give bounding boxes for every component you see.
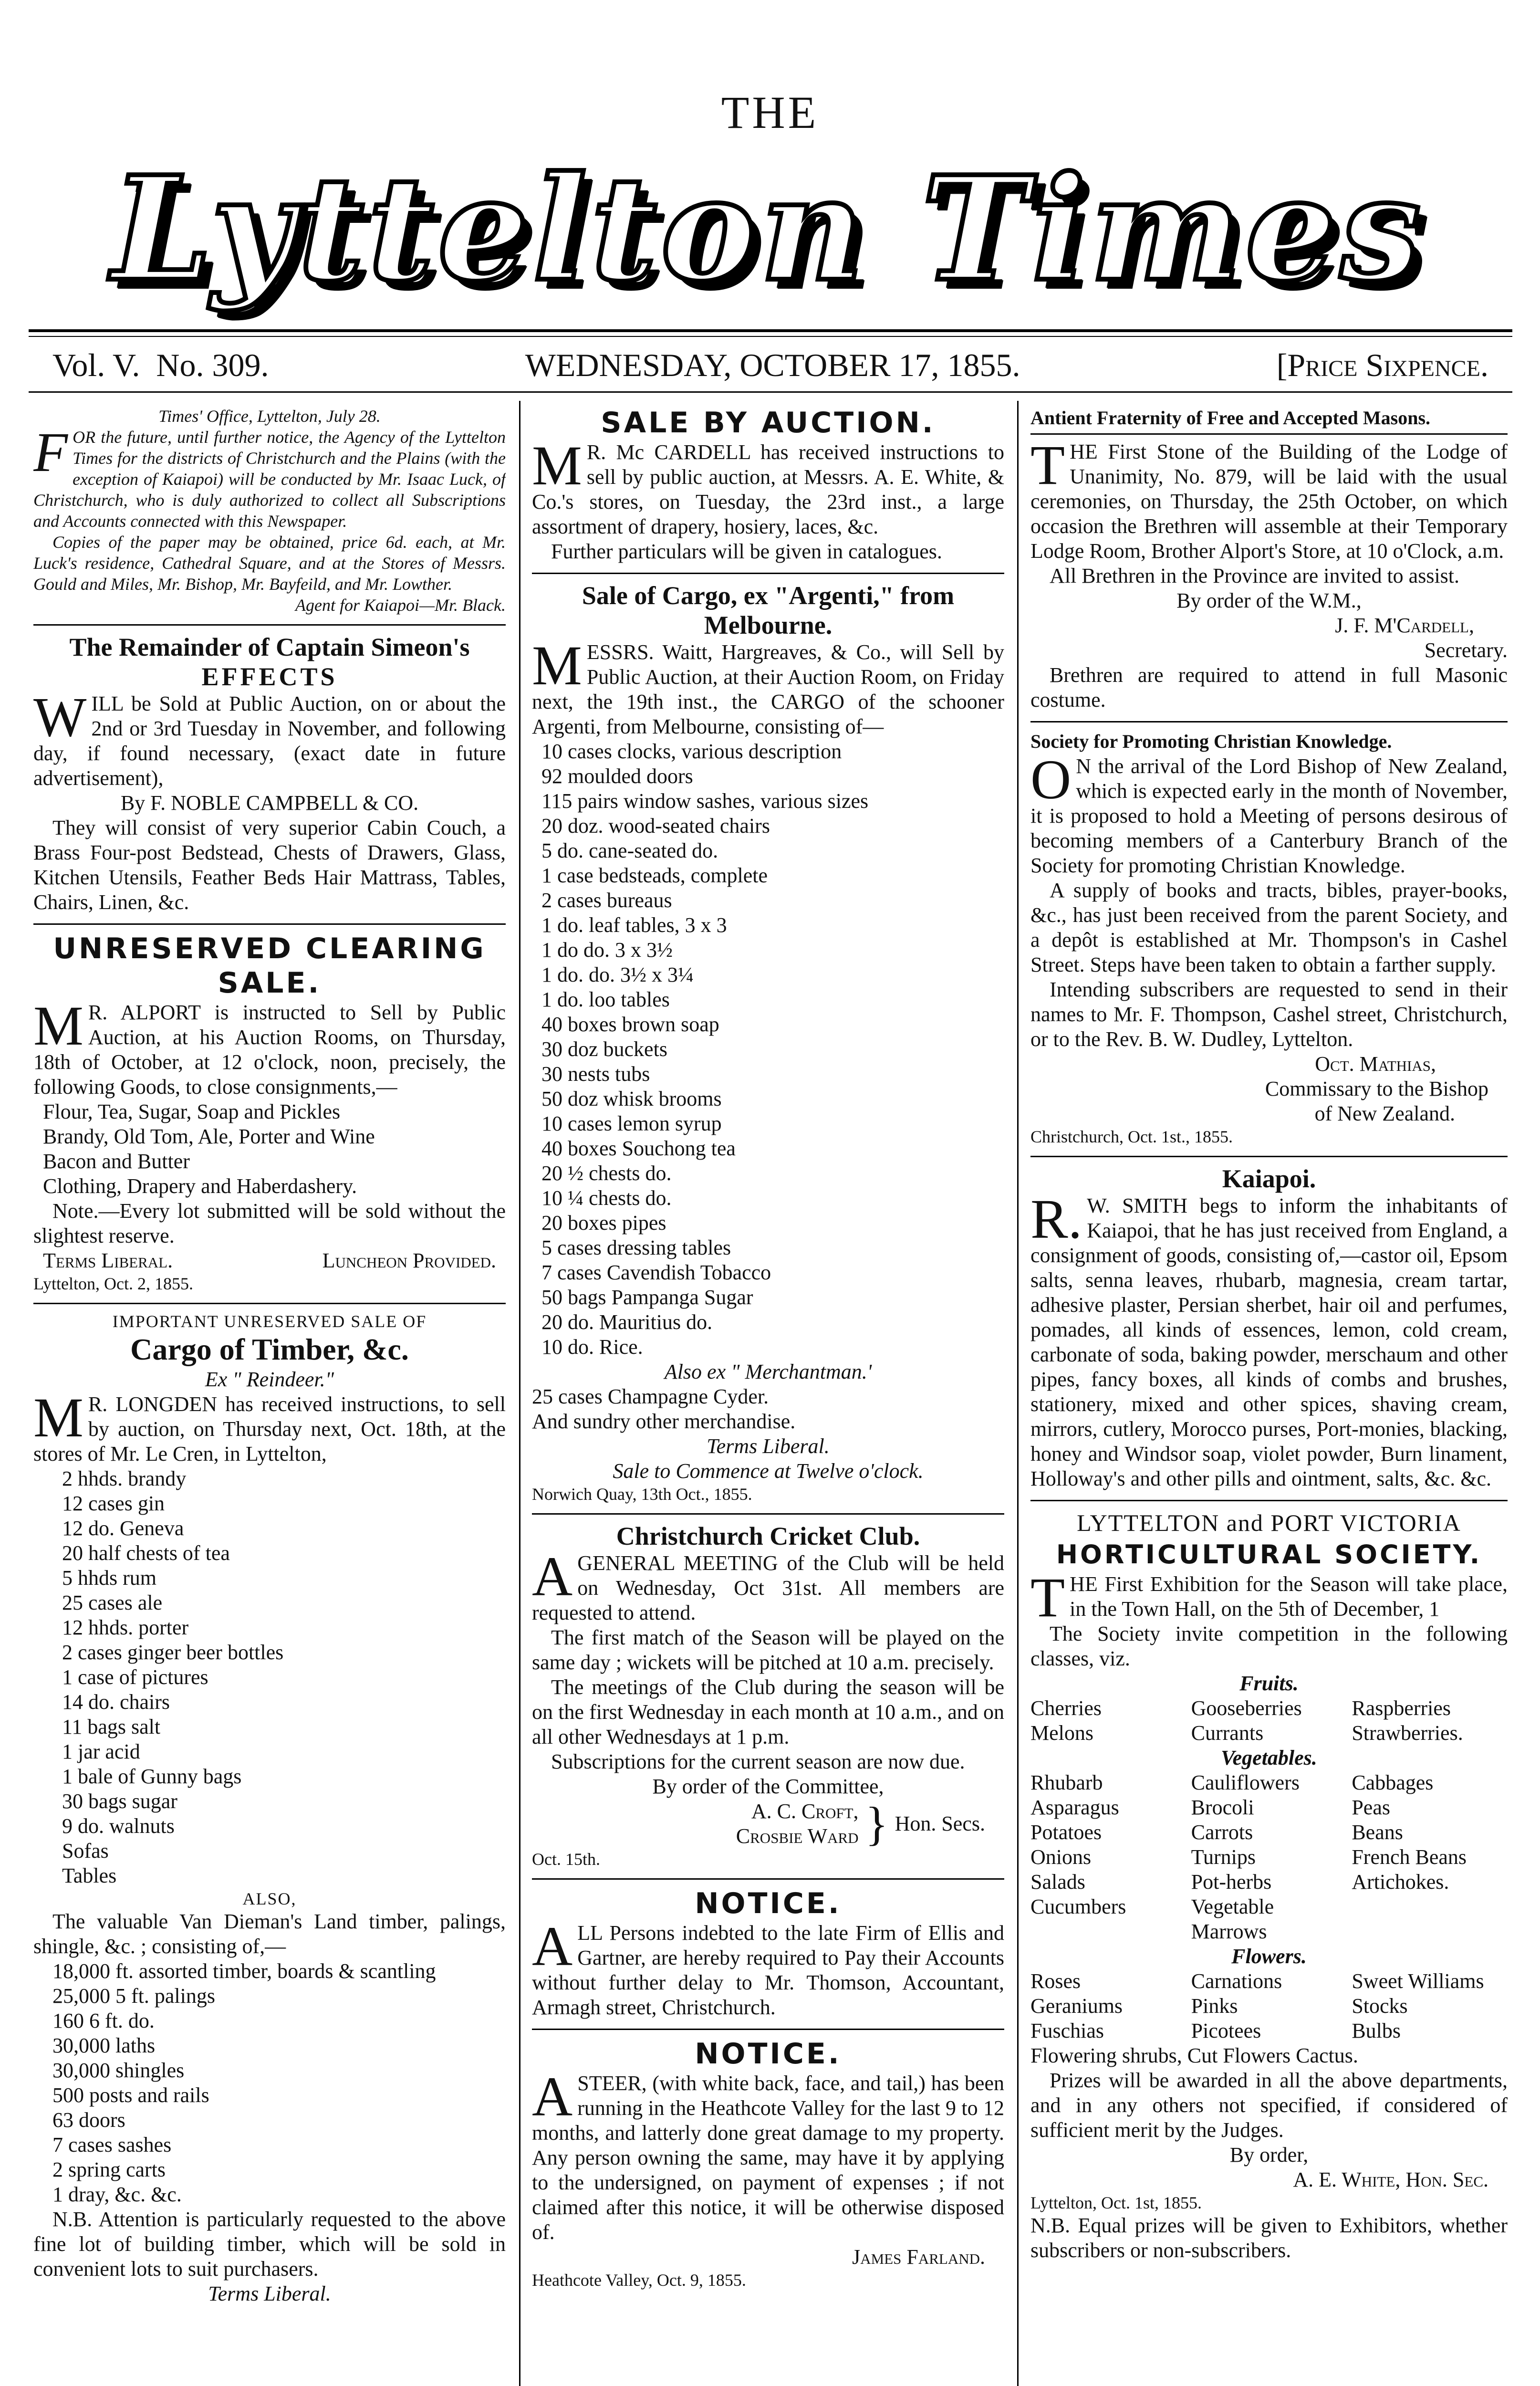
timber-lumber-items <box>33 1959 506 2207</box>
list-item: Geraniums <box>1030 1994 1123 2018</box>
auction-ad <box>532 406 1004 564</box>
column-3 <box>1030 406 1508 2381</box>
list-item: Stocks <box>1352 1994 1408 2018</box>
cricket-subs: Subscriptions for the current season are now due. <box>551 1750 965 1773</box>
list-item: 40 boxes Souchong tea <box>541 1137 736 1160</box>
list-item: Fuschias <box>1030 2019 1104 2042</box>
clearing-heading: UNRESERVED CLEARING SALE. <box>53 932 486 1000</box>
cricket-body: GENERAL MEETING of the Club will be held on Wednesday, Oct 31st. All members are requested to attend. <box>532 1551 1004 1624</box>
divider <box>1030 1156 1508 1157</box>
list-item: 92 moulded doors <box>541 764 693 788</box>
list-item: Asparagus <box>1030 1796 1119 1819</box>
argenti-champagne: 25 cases Champagne Cyder. <box>532 1385 769 1408</box>
argenti-body: ESSRS. Waitt, Hargreaves, & Co., will Sell by Public Auction, at their Auction Room, on Friday next, the 19th inst., the CARGO of the schooner Argenti, from Melbourne, consisting of— <box>532 640 1004 738</box>
list-item: 12 cases gin <box>62 1492 165 1515</box>
horticultural-heading-1: LYTTELTON and PORT VICTORIA <box>1077 1509 1461 1536</box>
flowers-title: Flowers. <box>1231 1945 1307 1968</box>
list-item: 7 cases Cavendish Tobacco <box>541 1261 771 1284</box>
clearing-luncheon: Luncheon Provided. <box>322 1249 496 1272</box>
volume: Vol. V. No. 309. <box>52 346 269 383</box>
issue-date: WEDNESDAY, OCTOBER 17, 1855. <box>525 346 1020 383</box>
cricket-sec-1: A. C. Croft, <box>751 1800 859 1823</box>
list-item: Artichokes. <box>1352 1870 1449 1894</box>
masthead-the: THE <box>721 87 819 138</box>
masthead-rule-bottom <box>29 391 1512 393</box>
list-item: 500 posts and rails <box>52 2083 209 2107</box>
list-item: Brandy, Old Tom, Ale, Porter and Wine <box>43 1125 375 1148</box>
timber-body: R. LONGDEN has received instructions, to sell by auction, on Thursday next, Oct. 18th, at the stores of Mr. Le Cren, in Lyttelton, <box>33 1392 506 1465</box>
masons-invite: All Brethren in the Province are invited to assist. <box>1050 564 1460 587</box>
masthead-rule-top <box>29 329 1512 332</box>
spck-name: Oct. Mathias, <box>1315 1052 1436 1076</box>
list-item: Bacon and Butter <box>43 1150 190 1173</box>
divider <box>532 573 1004 574</box>
clearing-dateline: Lyttelton, Oct. 2, 1855. <box>33 1274 193 1293</box>
simeon-by: By F. NOBLE CAMPBELL & CO. <box>120 791 419 815</box>
list-item: Rhubarb <box>1030 1771 1103 1794</box>
list-item: Tables <box>62 1864 117 1887</box>
clearing-sale-ad <box>33 931 506 1294</box>
cricket-hon: Hon. Secs. <box>895 1812 985 1835</box>
drop-cap: M <box>33 994 83 1057</box>
fruits-title: Fruits. <box>1239 1672 1299 1695</box>
divider <box>532 1878 1004 1880</box>
list-item: 20 ½ chests do. <box>541 1162 672 1185</box>
list-item: Carrots <box>1191 1821 1253 1844</box>
divider <box>33 624 506 626</box>
timber-sale-ad <box>33 1311 506 2306</box>
list-item: Bulbs <box>1352 2019 1401 2042</box>
simeon-subheading: EFFECTS <box>201 662 338 691</box>
list-item: 20 do. Mauritius do. <box>541 1310 713 1334</box>
timber-nb: N.B. Attention is particularly requested to the above fine lot of building timber, which will be sold in convenient lots to suit purchasers. <box>33 2208 506 2281</box>
horticultural-name: A. E. White, Hon. Sec. <box>1293 2168 1488 2191</box>
list-item: 30,000 laths <box>52 2034 156 2057</box>
list-item: 20 boxes pipes <box>541 1211 666 1235</box>
drop-cap: F <box>33 421 68 483</box>
agency-copies: Copies of the paper may be obtained, price 6d. each, at Mr. Luck's residence, Cathedral Square, and at the Stores of Messrs. Gould and Miles, Mr. Bishop, Mr. Bayfeild, and Mr. Lowther. <box>33 533 506 594</box>
drop-cap: A <box>532 1545 573 1608</box>
notice-heading: NOTICE. <box>695 1887 842 1920</box>
notice-dateline: Heathcote Valley, Oct. 9, 1855. <box>532 2271 746 2290</box>
cricket-sec-2: Crosbie Ward <box>736 1824 859 1848</box>
list-item: 5 cases dressing tables <box>541 1236 731 1259</box>
drop-cap: M <box>532 634 582 697</box>
vegetables-list <box>1030 1770 1508 1944</box>
vegetables-title: Vegetables. <box>1221 1746 1317 1769</box>
list-item: 10 do. Rice. <box>541 1335 643 1359</box>
agency-notice <box>33 406 506 616</box>
notice-body: STEER, (with white back, face, and tail,) has been running in the Heathcote Valley for the last 9 to 12 months, and latterly done great damage to my property. Any person owning the same, may have it by applying to the undersigned, on payment of expenses ; if not claimed after this notice, it will be otherwise disposed of. <box>532 2072 1004 2244</box>
drop-cap: A <box>532 1915 573 1978</box>
argenti-dateline: Norwich Quay, 13th Oct., 1855. <box>532 1485 752 1504</box>
cricket-heading: Christchurch Cricket Club. <box>616 1522 920 1550</box>
spck-supply: A supply of books and tracts, bibles, prayer-books, &c., has just been received from the parent Society, and a depôt is established at Mr. Thompson's in Cashel Street. Steps have been taken to obtain a farther supply. <box>1030 879 1508 976</box>
clearing-note: Note.—Every lot submitted will be sold without the slightest reserve. <box>33 1199 506 1247</box>
timber-terms: Terms Liberal. <box>208 2282 331 2305</box>
list-item: Onions <box>1030 1845 1092 1869</box>
drop-cap: M <box>532 434 582 497</box>
list-item <box>1352 1894 1508 1944</box>
list-item: 160 6 ft. do. <box>52 2009 155 2032</box>
timber-valuable: The valuable Van Dieman's Land timber, palings, shingle, &c. ; consisting of,— <box>33 1910 506 1958</box>
timber-items <box>33 1466 506 1888</box>
price: [Price Sixpence. <box>1276 346 1488 383</box>
drop-cap: W <box>33 686 87 748</box>
masthead-rule-top-thin <box>29 336 1512 337</box>
masons-heading: Antient Fraternity of Free and Accepted Masons. <box>1030 407 1431 429</box>
spck-intending: Intending subscribers are requested to send in their names to Mr. F. Thompson, Cashel street, Christchurch, or to the Rev. B. W. Dudley, Lyttelton. <box>1030 978 1508 1051</box>
list-item: 9 do. walnuts <box>62 1814 175 1838</box>
argenti-terms: Terms Liberal. <box>707 1434 830 1458</box>
divider <box>1030 721 1508 722</box>
horticultural-ad <box>1030 1508 1508 2263</box>
cricket-signature <box>532 1799 1004 1849</box>
list-item: Strawberries. <box>1352 1721 1463 1745</box>
column-2 <box>532 406 1004 2381</box>
argenti-also: Also ex " Merchantman.' <box>664 1360 872 1383</box>
masons-body: HE First Stone of the Building of the Lodge of Unanimity, No. 879, will be laid with the usual ceremonies, on Thursday, the 25th October, on which occasion the Brethren will assemble at their Temporary Lodge Room, Brother Alport's Store, at 10 o'Clock, a.m. <box>1030 440 1508 563</box>
simeon-heading: The Remainder of Captain Simeon's <box>69 633 470 661</box>
list-item: 10 ¼ chests do. <box>541 1186 672 1210</box>
list-item: 1 do. loo tables <box>541 988 670 1011</box>
masons-ad <box>1030 406 1508 712</box>
flowers-list <box>1030 1969 1508 2043</box>
list-item: Peas <box>1352 1796 1390 1819</box>
list-item: Currants <box>1191 1721 1264 1745</box>
auction-body: R. Mc CARDELL has received instructions to sell by public auction, at Messrs. A. E. White, & Co.'s stores, on Tuesday, the 23rd inst., a large assortment of drapery, hosiery, laces, &c. <box>532 440 1004 538</box>
clearing-body: R. ALPORT is instructed to Sell by Public Auction, at his Auction Rooms, on Thursday, 18th of October, at 12 o'clock, noon, precisely, the following Goods, to close consignments,— <box>33 1001 506 1099</box>
notice-signed: James Farland. <box>852 2245 985 2269</box>
cricket-order: By order of the Committee, <box>652 1775 884 1798</box>
list-item: Beans <box>1352 1821 1403 1844</box>
list-item: 12 do. Geneva <box>62 1517 184 1540</box>
list-item: Turnips <box>1191 1845 1256 1869</box>
argenti-commence: Sale to Commence at Twelve o'clock. <box>613 1459 924 1483</box>
clearing-terms-row <box>33 1248 506 1273</box>
list-item: Raspberries <box>1352 1696 1451 1720</box>
fruits-list <box>1030 1696 1508 1746</box>
spck-heading: Society for Promoting Christian Knowledge. <box>1030 731 1392 752</box>
argenti-heading: Sale of Cargo, ex "Argenti," from Melbourne. <box>582 581 955 639</box>
drop-cap: R. <box>1030 1188 1082 1250</box>
list-item: Gooseberries <box>1191 1696 1302 1720</box>
spck-body: N the arrival of the Lord Bishop of New Zealand, which is expected early in the month of November, it is proposed to hold a Meeting of persons desirous of becoming members of a Canterbury Branch of the Society for promoting Christian Knowledge. <box>1030 754 1508 877</box>
list-item: Pot-herbs <box>1191 1870 1272 1894</box>
cricket-meetings: The meetings of the Club during the season will be on the first Wednesday in each month at 10 a.m., and on all other Wednesdays at 1 p.m. <box>532 1675 1004 1748</box>
argenti-sundry: And sundry other merchandise. <box>532 1410 796 1433</box>
list-item: Cabbages <box>1352 1771 1434 1794</box>
drop-cap: O <box>1030 748 1072 811</box>
masons-order: By order of the W.M., <box>1176 589 1362 612</box>
list-item: 20 half chests of tea <box>62 1541 230 1565</box>
drop-cap: M <box>33 1386 83 1449</box>
column-1 <box>33 406 506 2381</box>
list-item: Sweet Williams <box>1352 1969 1484 1993</box>
horticultural-body: HE First Exhibition for the Season will take place, in the Town Hall, on the 5th of December, 1 <box>1070 1572 1508 1621</box>
kaiapoi-heading: Kaiapoi. <box>1222 1164 1316 1193</box>
list-item: 50 doz whisk brooms <box>541 1087 722 1110</box>
list-item: 25 cases ale <box>62 1591 163 1614</box>
drop-cap: T <box>1030 434 1065 496</box>
argenti-items <box>532 739 1004 1360</box>
clearing-items <box>33 1099 506 1199</box>
timber-heading: Cargo of Timber, &c. <box>130 1332 409 1366</box>
list-item: Roses <box>1030 1969 1081 1993</box>
list-item: Brocoli <box>1191 1796 1254 1819</box>
list-item: 5 hhds rum <box>62 1566 156 1590</box>
list-item: Salads <box>1030 1870 1085 1894</box>
list-item: 5 do. cane-seated do. <box>541 839 718 862</box>
list-item: 30 bags sugar <box>62 1790 177 1813</box>
list-item: 2 hhds. brandy <box>62 1467 187 1490</box>
cricket-dateline: Oct. 15th. <box>532 1850 600 1869</box>
list-item: 1 bale of Gunny bags <box>62 1765 242 1788</box>
masons-costume: Brethren are required to attend in full Masonic costume. <box>1030 663 1508 712</box>
list-item: 2 spring carts <box>52 2158 166 2181</box>
timber-ex: Ex " Reindeer." <box>205 1368 334 1391</box>
list-item: 1 case of pictures <box>62 1665 208 1689</box>
divider <box>1030 433 1508 435</box>
list-item: 63 doors <box>52 2108 125 2132</box>
list-item: 12 hhds. porter <box>62 1616 189 1639</box>
brace: } <box>865 1797 888 1850</box>
masthead-title: Lyttelton Times <box>111 145 1425 313</box>
flowering-shrubs: Flowering shrubs, Cut Flowers Cactus. <box>1030 2044 1358 2067</box>
list-item: 10 cases clocks, various description <box>541 740 842 763</box>
list-item: 20 doz. wood-seated chairs <box>541 814 770 837</box>
clearing-terms: Terms Liberal. <box>43 1249 173 1272</box>
list-item: 50 bags Pampanga Sugar <box>541 1286 753 1309</box>
list-item: 7 cases sashes <box>52 2133 172 2156</box>
agency-agent: Agent for Kaiapoi—Mr. Black. <box>295 596 506 615</box>
notice-body: LL Persons indebted to the late Firm of Ellis and Gartner, are hereby required to Pay their Accounts without further delay to Mr. Thomson, Accountant, Armagh street, Christchurch. <box>532 1921 1004 2019</box>
list-item: Vegetable Marrows <box>1191 1895 1274 1943</box>
divider <box>532 1513 1004 1515</box>
drop-cap: A <box>532 2065 573 2128</box>
column-rule-2 <box>1017 401 1019 2386</box>
list-item: Cucumbers <box>1030 1895 1126 1918</box>
notice-steer <box>532 2037 1004 2291</box>
simeon-body: ILL be Sold at Public Auction, on or about the 2nd or 3rd Tuesday in November, and following day, if found necessary, (exact date in future advertisement), <box>33 692 506 790</box>
list-item: Cauliflowers <box>1191 1771 1300 1794</box>
agency-body: OR the future, until further notice, the Agency of the Lyttelton Times for the districts of Christchurch and the Plains (with the exception of Kaiapoi) will be conducted by Mr. Isaac Luck, of Christchurch, who is duly authorized to collect all Subscriptions and Accounts connected with this Newspaper. <box>33 428 506 531</box>
column-rule-1 <box>519 401 520 2386</box>
horticultural-heading-2: HORTICULTURAL SOCIETY. <box>1056 1539 1482 1570</box>
list-item: 1 do. leaf tables, 3 x 3 <box>541 913 727 937</box>
list-item: 1 jar acid <box>62 1740 140 1763</box>
list-item: 40 boxes brown soap <box>541 1013 719 1036</box>
list-item: Potatoes <box>1030 1821 1102 1844</box>
list-item: Picotees <box>1191 2019 1261 2042</box>
horticultural-order: By order, <box>1229 2143 1309 2166</box>
list-item: Clothing, Drapery and Haberdashery. <box>43 1174 357 1198</box>
spck-title-2: of New Zealand. <box>1314 1102 1455 1125</box>
list-item: 1 case bedsteads, complete <box>541 864 768 887</box>
simeon-effects-ad <box>33 632 506 915</box>
list-item: 11 bags salt <box>62 1715 161 1738</box>
divider <box>33 923 506 925</box>
list-item: 30 doz buckets <box>541 1037 667 1061</box>
list-item: Sofas <box>62 1839 109 1863</box>
notice-ellis-gartner <box>532 1886 1004 2020</box>
list-item: 1 do. do. 3½ x 3¼ <box>541 963 694 986</box>
timber-kicker: IMPORTANT UNRESERVED SALE OF <box>112 1312 427 1331</box>
list-item: 30 nests tubs <box>541 1062 650 1086</box>
divider <box>1030 1500 1508 1501</box>
auction-heading: SALE BY AUCTION. <box>601 406 936 440</box>
horticultural-dateline: Lyttelton, Oct. 1st, 1855. <box>1030 2193 1202 2212</box>
list-item: Cherries <box>1030 1696 1102 1720</box>
drop-cap: T <box>1030 1566 1065 1629</box>
cricket-match: The first match of the Season will be played on the same day ; wickets will be pitched at 10 a.m. precisely. <box>532 1626 1004 1674</box>
list-item: Carnations <box>1191 1969 1282 1993</box>
list-item: 10 cases lemon syrup <box>541 1112 722 1135</box>
spck-title-1: Commissary to the Bishop <box>1265 1077 1488 1100</box>
argenti-ad <box>532 581 1004 1505</box>
kaiapoi-body: W. SMITH begs to inform the inhabitants of Kaiapoi, that he has just received from England, a consignment of goods, consisting of,—castor oil, Epsom salts, senna leaves, rhubarb, magnesia, cream tartar, adhesive plaster, Persian sherbet, hair oil and perfumes, pomades, all kinds of essences, lemon, cold cream, carbonate of soda, baking powder, merschaum and other pipes, fancy boxes, all kinds of combs and brushes, stationery, mixed and other spices, shaving cream, mirrors, cutlery, Morocco purses, Port-monies, blacking, honey and Windsor soap, violet powder, Burn linament, Holloway's and other pills and ointment, salts, &c. &c. <box>1030 1194 1508 1490</box>
masons-title: Secretary. <box>1424 638 1508 662</box>
dateline <box>52 344 1488 387</box>
list-item: 30,000 shingles <box>52 2059 185 2082</box>
agency-dateline: Times' Office, Lyttelton, July 28. <box>158 407 381 426</box>
notice-heading: NOTICE. <box>695 2037 842 2071</box>
spck-dateline: Christchurch, Oct. 1st., 1855. <box>1030 1127 1233 1146</box>
list-item: 14 do. chairs <box>62 1690 170 1714</box>
list-item: 2 cases bureaus <box>541 889 672 912</box>
horticultural-prizes: Prizes will be awarded in all the above departments, and in any others not specified, if considered of sufficient merit by the Judges. <box>1030 2069 1508 2142</box>
cricket-club-ad <box>532 1521 1004 1870</box>
horticultural-nb: N.B. Equal prizes will be given to Exhibitors, whether subscribers or non-subscribers. <box>1030 2214 1508 2262</box>
list-item: Flour, Tea, Sugar, Soap and Pickles <box>43 1100 341 1123</box>
list-item: Pinks <box>1191 1994 1238 2018</box>
timber-also: ALSO, <box>242 1889 297 1908</box>
divider <box>532 2029 1004 2030</box>
list-item: 1 dray, &c. &c. <box>52 2183 182 2206</box>
divider <box>33 1303 506 1304</box>
masons-name: J. F. M'Cardell, <box>1335 614 1474 637</box>
list-item: 1 do do. 3 x 3½ <box>541 938 673 962</box>
simeon-consist: They will consist of very superior Cabin Couch, a Brass Four-post Bedstead, Chests of Drawers, Glass, Kitchen Utensils, Feather Beds Hair Mattrass, Tables, Chairs, Linen, &c. <box>33 816 506 914</box>
spck-ad <box>1030 729 1508 1147</box>
kaiapoi-ad <box>1030 1164 1508 1491</box>
list-item: 2 cases ginger beer bottles <box>62 1641 284 1664</box>
auction-further: Further particulars will be given in catalogues. <box>551 540 942 563</box>
list-item: French Beans <box>1352 1845 1467 1869</box>
horticultural-invite: The Society invite competition in the following classes, viz. <box>1030 1622 1508 1670</box>
list-item: Melons <box>1030 1721 1093 1745</box>
list-item: 115 pairs window sashes, various sizes <box>541 789 869 813</box>
list-item: 25,000 5 ft. palings <box>52 1984 215 2008</box>
list-item: 18,000 ft. assorted timber, boards & scantling <box>52 1959 436 1983</box>
